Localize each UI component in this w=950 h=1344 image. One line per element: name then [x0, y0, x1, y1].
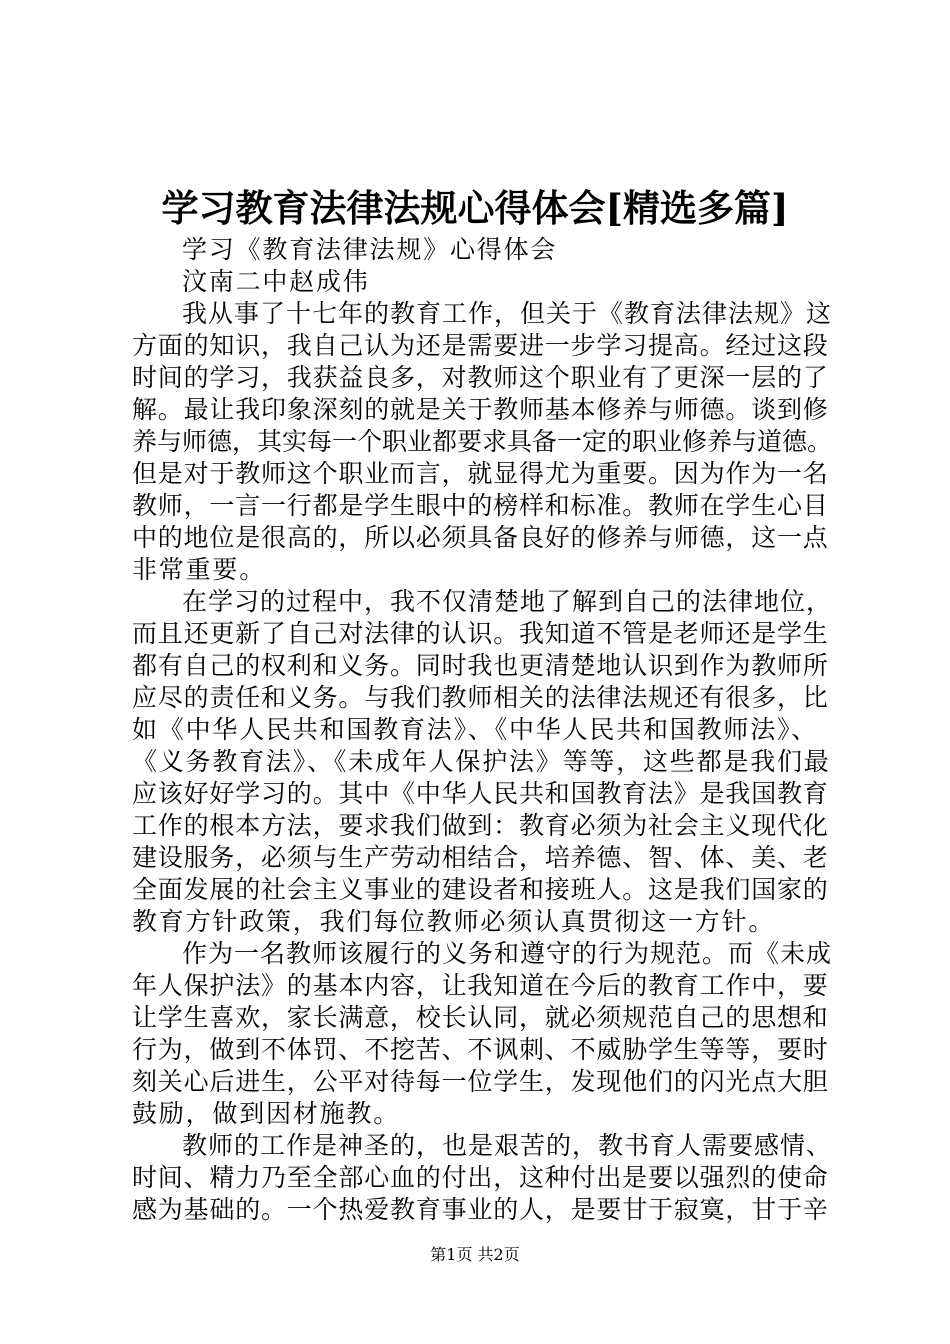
text-line: 工作的根本方法，要求我们做到：教育必须为社会主义现代化	[132, 811, 829, 840]
text-line: 教育方针政策，我们每位教师必须认真贯彻这一方针。	[132, 907, 776, 936]
text-line: 刻关心后进生，公平对待每一位学生，发现他们的闪光点大胆	[132, 1067, 829, 1096]
text-line: 《义务教育法》、《未成年人保护法》等等，这些都是我们最	[132, 747, 831, 776]
text-line: 时间的学习，我获益良多，对教师这个职业有了更深一层的了	[132, 363, 829, 392]
text-line: 作为一名教师该履行的义务和遵守的行为规范。而《未成	[182, 939, 833, 968]
subtitle-line: 学习《教育法律法规》心得体会	[182, 235, 558, 264]
text-line: 我从事了十七年的教育工作，但关于《教育法律法规》这	[182, 299, 833, 328]
document-body	[132, 234, 832, 1226]
text-line: 让学生喜欢，家长满意，校长认同，就必须规范自己的思想和	[132, 1003, 829, 1032]
text-line: 时间、精力乃至全部心血的付出，这种付出是要以强烈的使命	[132, 1163, 829, 1192]
text-line: 而且还更新了自己对法律的认识。我知道不管是老师还是学生	[132, 619, 829, 648]
text-line: 非常重要。	[132, 555, 267, 584]
text-line: 养与师德，其实每一个职业都要求具备一定的职业修养与道德。	[132, 427, 833, 456]
text-line: 方面的知识，我自己认为还是需要进一步学习提高。经过这段	[132, 331, 829, 360]
text-line: 教师的工作是神圣的，也是艰苦的，教书育人需要感情、	[182, 1131, 833, 1160]
page-footer: 第1页 共2页	[430, 1245, 520, 1264]
text-line: 感为基础的。一个热爱教育事业的人，是要甘于寂寞，甘于辛	[132, 1195, 829, 1224]
text-line: 在学习的过程中，我不仅清楚地了解到自己的法律地位，	[182, 587, 833, 616]
text-line: 教师，一言一行都是学生眼中的榜样和标准。教师在学生心目	[132, 491, 829, 520]
text-line: 中的地位是很高的，所以必须具备良好的修养与师德，这一点	[132, 523, 829, 552]
text-line: 都有自己的权利和义务。同时我也更清楚地认识到作为教师所	[132, 651, 829, 680]
text-line: 应该好好学习的。其中《中华人民共和国教育法》是我国教育	[132, 779, 829, 808]
text-line: 年人保护法》的基本内容，让我知道在今后的教育工作中，要	[132, 971, 829, 1000]
author-line: 汶南二中赵成伟	[182, 267, 370, 296]
text-line: 鼓励，做到因材施教。	[132, 1099, 401, 1128]
text-line: 行为，做到不体罚、不挖苦、不讽刺、不威胁学生等等，要时	[132, 1035, 829, 1064]
text-line: 解。最让我印象深刻的就是关于教师基本修养与师德。谈到修	[132, 395, 829, 424]
text-line: 如《中华人民共和国教育法》、《中华人民共和国教师法》、	[132, 715, 819, 744]
text-line: 全面发展的社会主义事业的建设者和接班人。这是我们国家的	[132, 875, 829, 904]
text-line: 建设服务，必须与生产劳动相结合，培养德、智、体、美、老	[132, 843, 829, 872]
text-line: 应尽的责任和义务。与我们教师相关的法律法规还有很多，比	[132, 683, 829, 712]
document-title: 学习教育法律法规心得体会[精选多篇]	[161, 186, 789, 230]
text-line: 但是对于教师这个职业而言，就显得尤为重要。因为作为一名	[132, 459, 829, 488]
